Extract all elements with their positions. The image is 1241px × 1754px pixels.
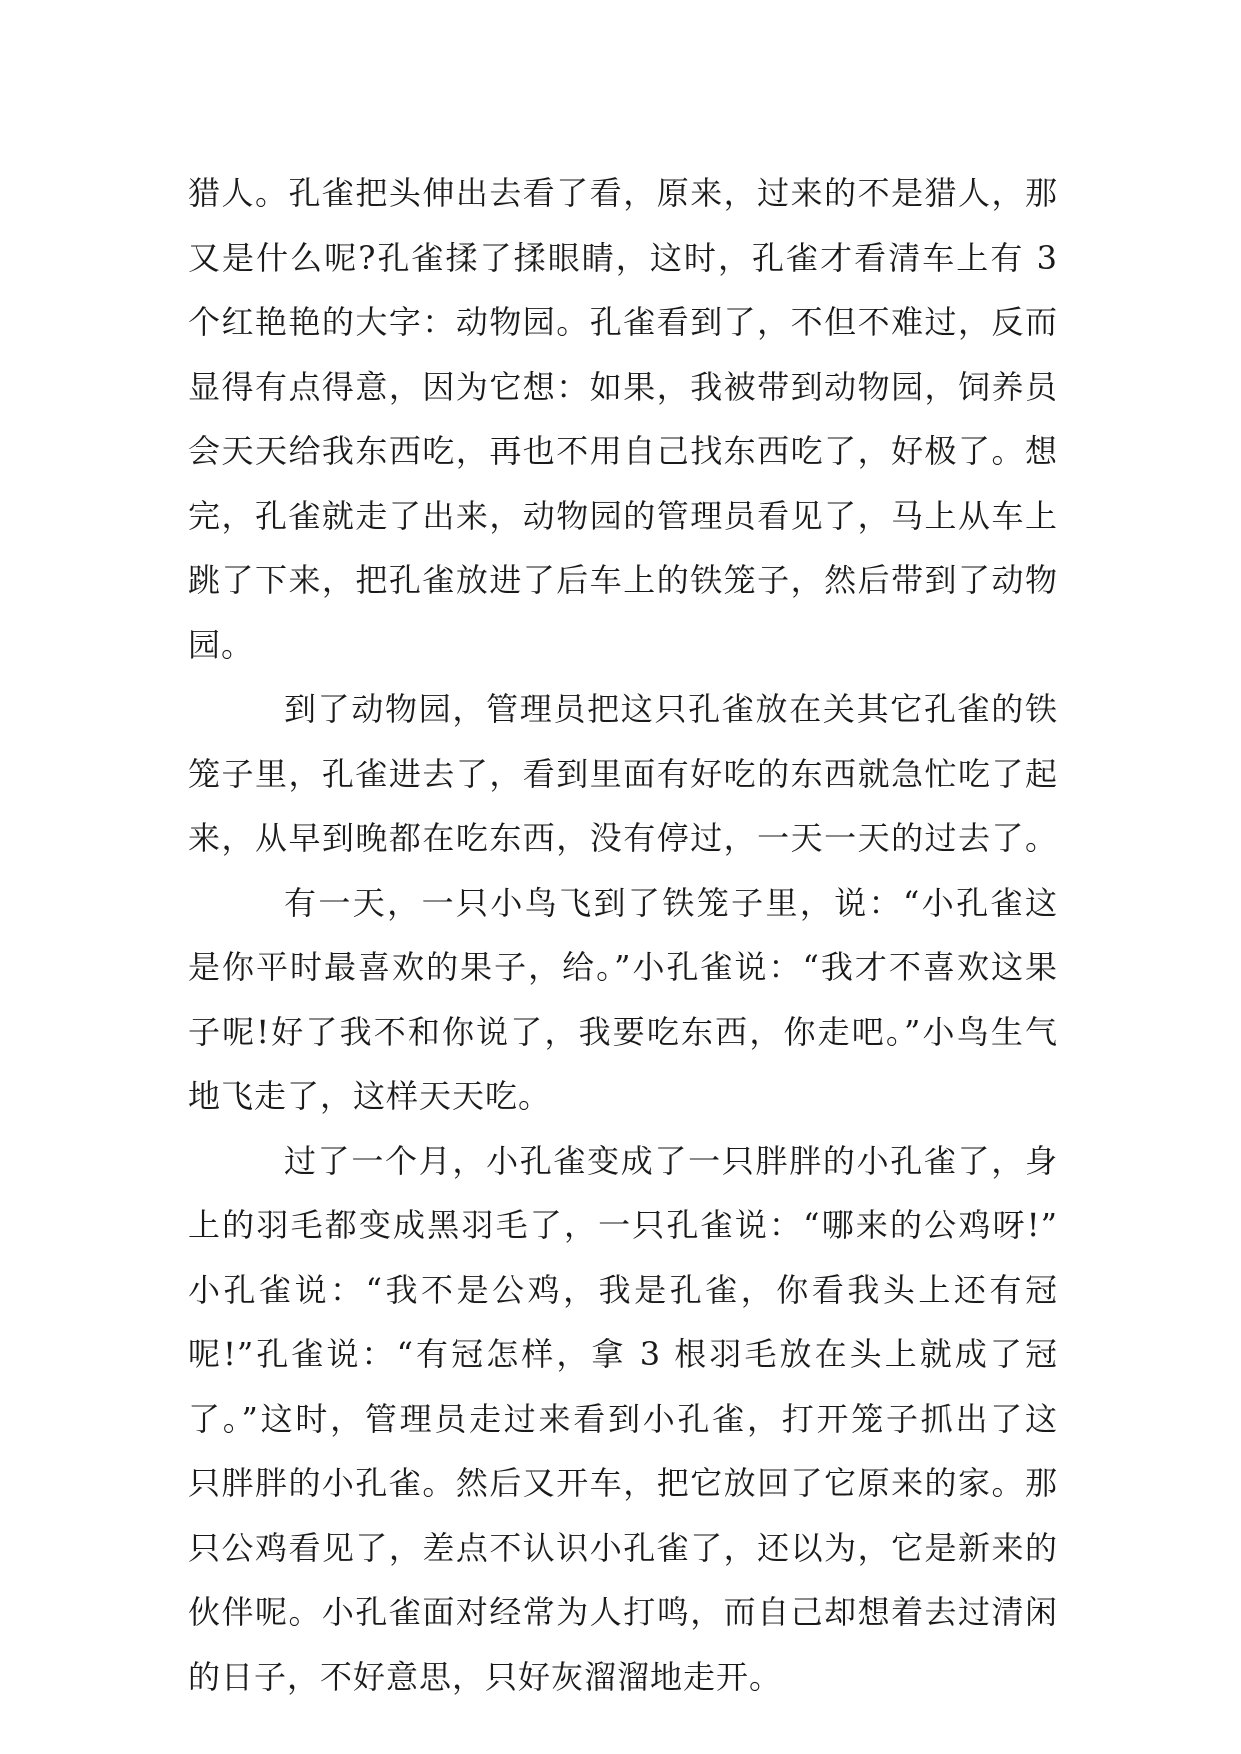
text-line: 了。”这时，管理员走过来看到小孔雀，打开笼子抓出了这: [188, 1399, 1058, 1438]
text-line: 子呢!好了我不和你说了，我要吃东西，你走吧。”小鸟生气: [188, 1012, 1058, 1051]
text-line: 只胖胖的小孔雀。然后又开车，把它放回了它原来的家。那: [188, 1464, 1058, 1502]
text-line: 园。: [188, 625, 255, 664]
text-line: 是你平时最喜欢的果子，给。”小孔雀说：“我才不喜欢这果: [188, 948, 1058, 986]
document-body: [188, 161, 1058, 1709]
paragraph-first-line: 到了动物园，管理员把这只孔雀放在关其它孔雀的铁: [284, 690, 1058, 728]
text-line: 地飞走了，这样天天吃。: [188, 1077, 552, 1115]
text-line: 只公鸡看见了，差点不认识小孔雀了，还以为，它是新来的: [188, 1528, 1058, 1567]
paragraph-first-line: 过了一个月，小孔雀变成了一只胖胖的小孔雀了，身: [284, 1141, 1058, 1180]
text-line: 猎人。孔雀把头伸出去看了看，原来，过来的不是猎人，那: [188, 174, 1058, 212]
text-line: 上的羽毛都变成黑羽毛了，一只孔雀说：“哪来的公鸡呀!”: [188, 1206, 1058, 1244]
text-line: 会天天给我东西吃，再也不用自己找东西吃了，好极了。想: [188, 432, 1058, 470]
text-line: 个红艳艳的大字：动物园。孔雀看到了，不但不难过，反而: [188, 303, 1058, 341]
text-line: 的日子，不好意思，只好灰溜溜地走开。: [188, 1657, 783, 1696]
text-line: 显得有点得意，因为它想：如果，我被带到动物园，饲养员: [188, 367, 1058, 406]
paragraph-first-line: 有一天，一只小鸟飞到了铁笼子里，说：“小孔雀这: [284, 883, 1058, 922]
text-line: 完，孔雀就走了出来，动物园的管理员看见了，马上从车上: [188, 496, 1058, 535]
text-line: 小孔雀说：“我不是公鸡，我是孔雀，你看我头上还有冠: [188, 1270, 1058, 1309]
text-line: 笼子里，孔雀进去了，看到里面有好吃的东西就急忙吃了起: [188, 754, 1058, 793]
text-line: 来，从早到晚都在吃东西，没有停过，一天一天的过去了。: [188, 819, 1058, 857]
text-line: 伙伴呢。小孔雀面对经常为人打鸣，而自己却想着去过清闲: [188, 1593, 1058, 1631]
text-line: 又是什么呢?孔雀揉了揉眼睛，这时，孔雀才看清车上有 3: [188, 238, 1058, 277]
text-line: 跳了下来，把孔雀放进了后车上的铁笼子，然后带到了动物: [188, 561, 1058, 599]
text-line: 呢!”孔雀说：“有冠怎样，拿 3 根羽毛放在头上就成了冠: [188, 1335, 1058, 1373]
